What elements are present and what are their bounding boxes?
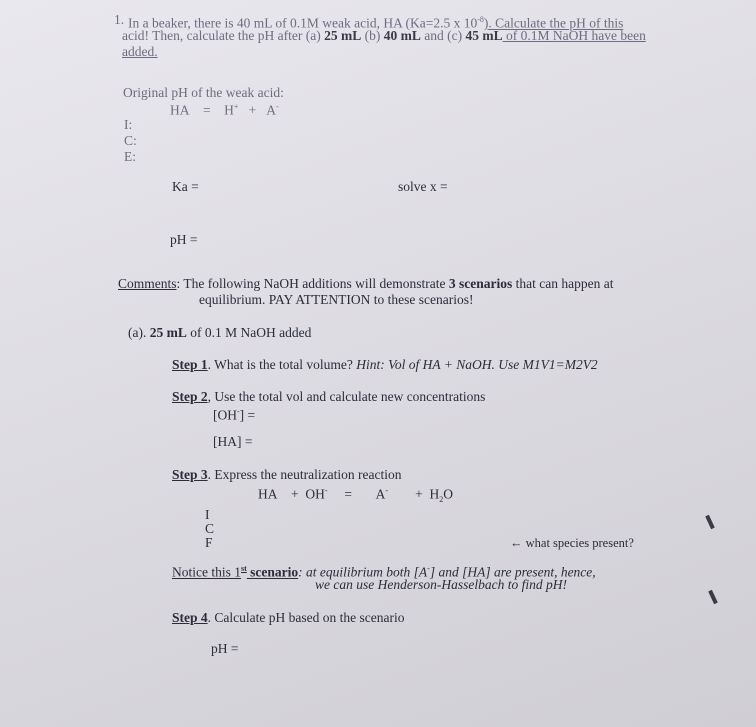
notice-line-1: Notice this 1st scenario: at equilibrium both [A-] and [HA] are present, hence, [172, 564, 596, 580]
original-heading: Original pH of the weak acid: [123, 85, 284, 100]
comments-line-2: equilibrium. PAY ATTENTION to these scenarios! [199, 292, 474, 307]
problem-line-1: In a beaker, there is 40 mL of 0.1M weak acid, HA (Ka=2.5 x $10^{-8}$). Calculate the pH of this [128, 15, 624, 31]
part-a-ph-label: pH = [211, 641, 239, 656]
problem-line-2: acid! Then, calculate the pH after (a) 25 mL (b) 40 mL and (c) 45 mL of 0.1M NaOH have been [122, 28, 646, 43]
pen-mark [705, 515, 715, 529]
oh-concentration-label: [OH-] = [213, 407, 256, 423]
original-ice-c: C: [124, 133, 137, 148]
step-1: Step 1. What is the total volume? Hint: Vol of HA + NaOH. Use M1V1=M2V2 [172, 357, 598, 372]
pen-mark [708, 590, 718, 604]
original-reaction: HA = H+ + A- [170, 102, 279, 118]
neutralization-ice-f: F [205, 535, 213, 550]
solve-x-label: solve x = [398, 179, 448, 194]
notice-line-2: we can use Henderson-Hasselbach to find pH! [315, 577, 567, 592]
problem-line-3: added. [122, 44, 158, 59]
step-2: Step 2, Use the total vol and calculate new concentrations [172, 389, 486, 404]
ha-concentration-label: [HA] = [213, 434, 253, 449]
original-ph-label: pH = [170, 232, 198, 247]
neutralization-ice-i: I [205, 507, 210, 522]
step-4: Step 4. Calculate pH based on the scenario [172, 610, 405, 625]
original-ice-e: E: [124, 149, 136, 164]
comments-line-1: Comments: The following NaOH additions will demonstrate 3 scenarios that can happen at [118, 276, 614, 291]
original-ice-i: I: [124, 117, 133, 132]
step-3: Step 3. Express the neutralization reaction [172, 467, 402, 482]
part-a-title: (a). 25 mL of 0.1 M NaOH added [128, 325, 312, 340]
problem-number: 1. [114, 12, 125, 27]
neutralization-reaction: HA + OH- = A- + $H_2O$ [258, 486, 453, 505]
species-note: ← what species present? [510, 536, 634, 550]
ka-label: Ka = [172, 179, 199, 194]
neutralization-ice-c: C [205, 521, 215, 536]
